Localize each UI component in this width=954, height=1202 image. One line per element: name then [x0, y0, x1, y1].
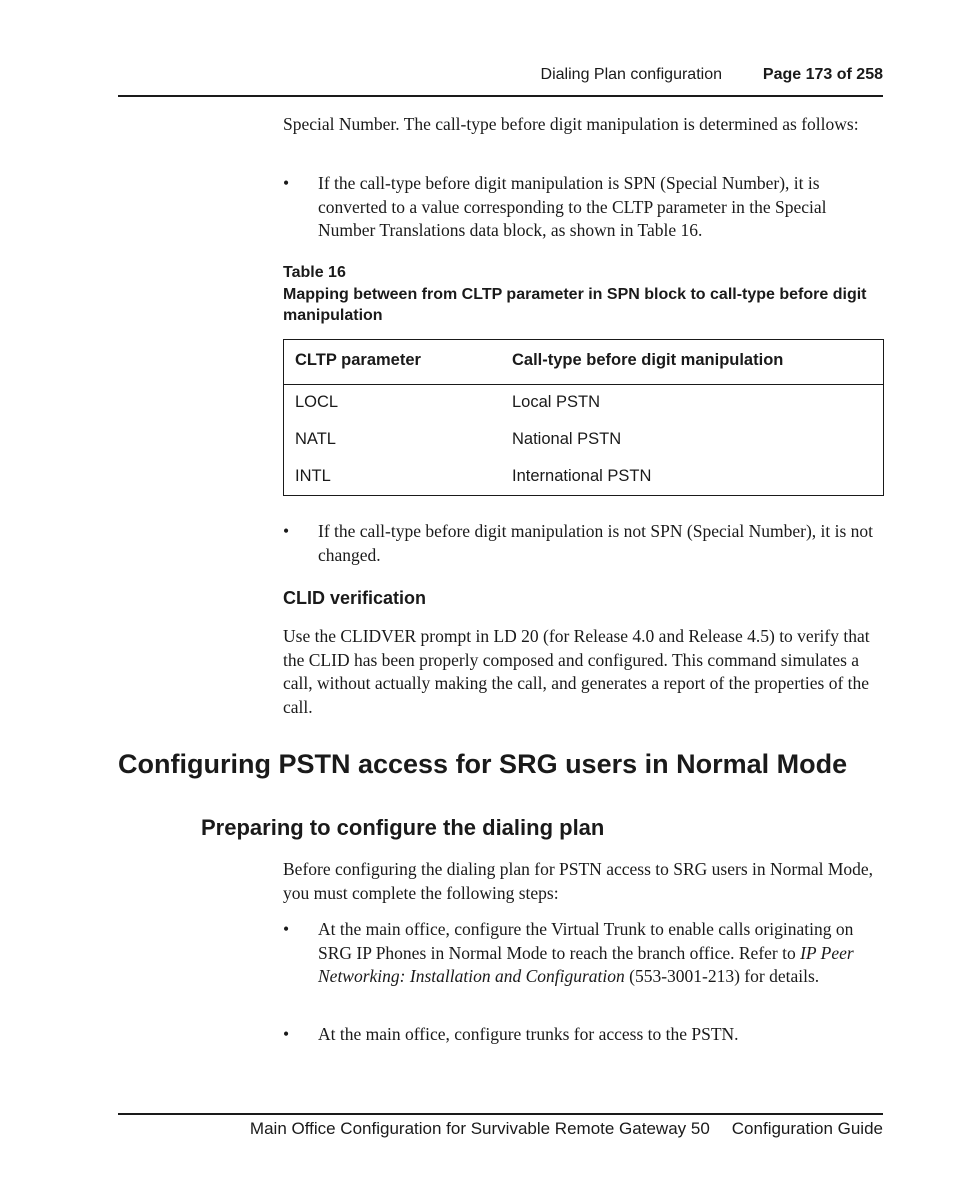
table-row	[284, 393, 883, 430]
list-item-text	[318, 918, 883, 989]
table-caption: Mapping between from CLTP parameter in SPN block to call-type before digit manipulation	[283, 286, 867, 324]
table-label: Table 16	[283, 264, 346, 281]
table-cell: INTL	[295, 467, 331, 485]
table-row	[284, 430, 883, 467]
table-16	[283, 339, 884, 496]
table-cell: LOCL	[295, 393, 339, 411]
header-rule	[118, 95, 883, 97]
bullet-icon: •	[283, 919, 290, 939]
bullet-icon: •	[283, 173, 290, 193]
list-item-text: At the main office, configure trunks for access to the PSTN.	[318, 1024, 739, 1044]
list-item-text: If the call-type before digit manipulation is not SPN (Special Number), it is not changed.	[318, 521, 874, 565]
intro-paragraph: Special Number. The call-type before digit manipulation is determined as follows:	[283, 114, 859, 134]
page-footer	[118, 1119, 883, 1139]
table-cell: International PSTN	[512, 467, 652, 485]
list-item-text: If the call-type before digit manipulation is SPN (Special Number), it is converted to a value corresponding to the CLTP parameter in the Special Number Translations data block, as shown in Table 16.	[318, 173, 827, 240]
table-header-cell: CLTP parameter	[295, 351, 421, 369]
bullet-icon: •	[283, 1024, 290, 1044]
table-cell: Local PSTN	[512, 393, 601, 411]
page-header	[118, 66, 883, 86]
table-cell: National PSTN	[512, 430, 622, 448]
footer-rule	[118, 1113, 883, 1115]
document-title-reference: IP Peer Networking: Installation and Configuration	[318, 942, 854, 986]
clid-paragraph: Use the CLIDVER prompt in LD 20 (for Release 4.0 and Release 4.5) to verify that the CLID has been properly composed and configured. This command simulates a call, without actually making the call, and generates a report of the properties of the call.	[283, 626, 870, 717]
table-header-cell: Call-type before digit manipulation	[512, 351, 784, 369]
subsection-paragraph: Before configuring the dialing plan for PSTN access to SRG users in Normal Mode, you must complete the following steps:	[283, 859, 874, 903]
subsection-heading: Preparing to configure the dialing plan	[201, 815, 605, 840]
list-item-text-start: At the main office, configure the Virtual Trunk to enable calls originating on SRG IP Phones in Normal Mode to reach the branch office. Refer to	[318, 919, 854, 963]
footer-guide-label: Configuration Guide	[731, 1119, 883, 1138]
clid-heading: CLID verification	[283, 588, 427, 608]
header-page-number: Page 173 of 258	[762, 66, 883, 83]
table-row	[284, 467, 883, 504]
section-heading: Configuring PSTN access for SRG users in Normal Mode	[118, 749, 848, 779]
footer-document-title: Main Office Configuration for Survivable Remote Gateway 50	[249, 1119, 710, 1138]
header-section-title: Dialing Plan configuration	[540, 66, 722, 83]
table-cell: NATL	[295, 430, 336, 448]
list-item-text-end: (553-3001-213) for details.	[629, 966, 820, 986]
table-header-row	[284, 340, 883, 385]
bullet-icon: •	[283, 521, 290, 541]
